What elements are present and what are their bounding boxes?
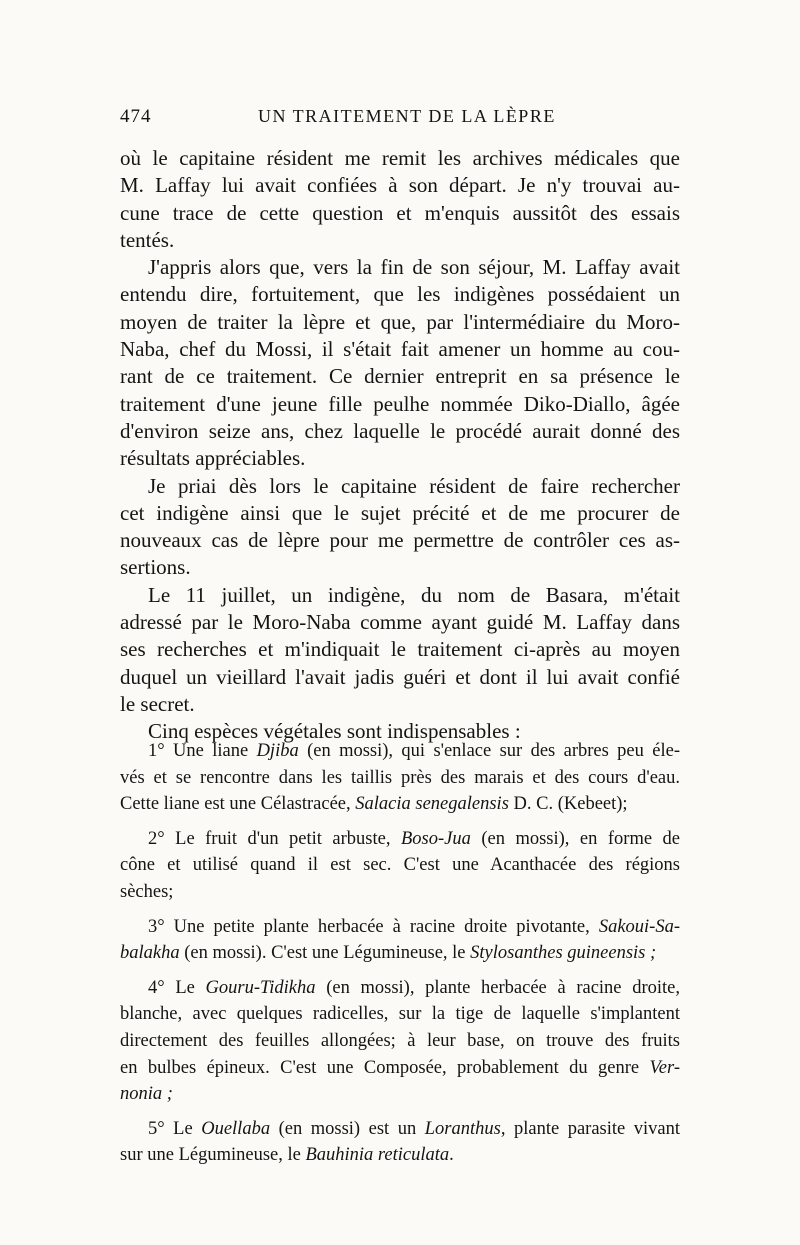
species-name: nonia ; [120, 1084, 173, 1105]
paragraph-1 [120, 145, 680, 254]
text-line: le secret. [120, 691, 195, 716]
paragraph-2 [120, 254, 680, 472]
text-span: 3° Une petite plante herbacée à racine droite pivotante, [148, 916, 599, 937]
species-name: balakha [120, 943, 180, 964]
text-line: moyen de traiter la lèpre et que, par l'intermédiaire du Moro- [120, 309, 680, 334]
text-span: sur une Légumineuse, le [120, 1145, 306, 1166]
text-line [120, 940, 680, 967]
species-name: Salacia senegalensis [355, 794, 509, 815]
text-span: Cette liane est une Célastracée, [120, 794, 356, 815]
text-line: entendu dire, fortuitement, que les indigènes possédaient un [120, 282, 680, 307]
text-line: cune trace de cette question et m'enquis aussitôt des essais [120, 200, 680, 225]
species-name: Djiba [256, 741, 299, 761]
text-span: 2° Le fruit d'un petit arbuste, [148, 828, 401, 849]
species-name: Stylosanthes guineensis ; [470, 943, 657, 964]
text-line [120, 1142, 680, 1169]
text-line: blanche, avec quelques radicelles, sur la tige de laquelle s'implantent [120, 1004, 680, 1025]
text-line: Je priai dès lors le capitaine résident de faire rechercher [148, 473, 680, 498]
species-list [120, 738, 680, 1177]
species-name: Loranthus [424, 1118, 501, 1139]
species-name: Gouru-Tidikha [205, 977, 316, 998]
text-line: rant de ce traitement. Ce dernier entreprit en sa présence le [120, 364, 680, 389]
text-span: (en mossi) est un [270, 1118, 425, 1139]
text-line: J'appris alors que, vers la fin de son séjour, M. Laffay avait [148, 255, 680, 280]
text-line: M. Laffay lui avait confiées à son départ. Je n'y trouvai au- [120, 173, 680, 198]
paragraph-3 [120, 473, 680, 582]
text-line: nouveaux cas de lèpre pour me permettre de contrôler ces as- [120, 528, 680, 553]
text-span: 5° Le [148, 1118, 202, 1139]
text-line: résultats appréciables. [120, 446, 306, 471]
species-name: Ouellaba [201, 1118, 271, 1139]
text-line: Le 11 juillet, un indigène, du nom de Basara, m'était [148, 582, 680, 607]
text-line: où le capitaine résident me remit les archives médicales que [120, 146, 680, 170]
text-line: d'environ seize ans, chez laquelle le procédé aurait donné des [120, 418, 680, 443]
text-line [120, 975, 680, 1002]
list-item [120, 826, 680, 906]
text-line: sertions. [120, 555, 191, 580]
text-line: directement des feuilles allongées; à leur base, on trouve des fruits [120, 1030, 680, 1051]
text-line: vés et se rencontre dans les taillis près des marais et des cours d'eau. [120, 767, 680, 788]
text-span: (en mossi), en forme de [470, 828, 680, 849]
list-item [120, 738, 680, 818]
text-span: . [449, 1145, 454, 1166]
text-line: Naba, chef du Mossi, il s'était fait amener un homme au cou- [120, 337, 680, 362]
text-line: traitement d'une jeune fille peulhe nommée Diko-Diallo, âgée [120, 391, 680, 416]
list-item [120, 914, 680, 967]
species-name: Ver- [649, 1057, 680, 1078]
list-item [120, 1116, 680, 1169]
text-line [120, 826, 680, 853]
species-name: Bauhinia reticulata [305, 1145, 450, 1166]
text-line [120, 1081, 680, 1108]
text-span: (en mossi). C'est une Légumineuse, le [179, 943, 471, 964]
text-span: , plante parasite vivant [500, 1118, 680, 1139]
text-span: en bulbes épineux. C'est une Composée, probablement du genre [120, 1057, 650, 1078]
text-line [120, 791, 680, 818]
species-name: Boso-Jua [400, 828, 471, 849]
text-span: (en mossi), qui s'enlace sur des arbres peu éle- [298, 741, 680, 761]
text-line [120, 1116, 680, 1143]
text-span: D. C. (Kebeet); [508, 794, 628, 815]
text-span: 1° Une liane [148, 741, 257, 761]
text-line: Cinq espèces végétales sont indispensables : [148, 719, 521, 744]
body-text [120, 145, 680, 746]
text-line [120, 738, 680, 765]
running-head: UN TRAITEMENT DE LA LÈPRE [258, 106, 556, 126]
paragraph-4 [120, 582, 680, 718]
text-line: cône et utilisé quand il est sec. C'est une Acanthacée des régions [120, 855, 680, 876]
text-line: tentés. [120, 227, 175, 252]
text-line: cet indigène ainsi que le sujet précité et de me procurer de [120, 500, 680, 525]
page-number: 474 [120, 106, 152, 127]
text-line: sèches; [120, 881, 174, 902]
text-line: ses recherches et m'indiquait le traitement ci-après au moyen [120, 637, 680, 662]
text-line: duquel un vieillard l'avait jadis guéri et dont il lui avait confié [120, 664, 680, 689]
species-name: Sakoui-Sa- [598, 916, 680, 937]
text-span: (en mossi), plante herbacée à racine droite, [315, 977, 680, 998]
text-span: 4° Le [148, 977, 206, 998]
list-item [120, 975, 680, 1108]
text-line [120, 914, 680, 941]
text-line: adressé par le Moro-Naba comme ayant guidé M. Laffay dans [120, 610, 680, 635]
text-line [120, 1055, 680, 1082]
